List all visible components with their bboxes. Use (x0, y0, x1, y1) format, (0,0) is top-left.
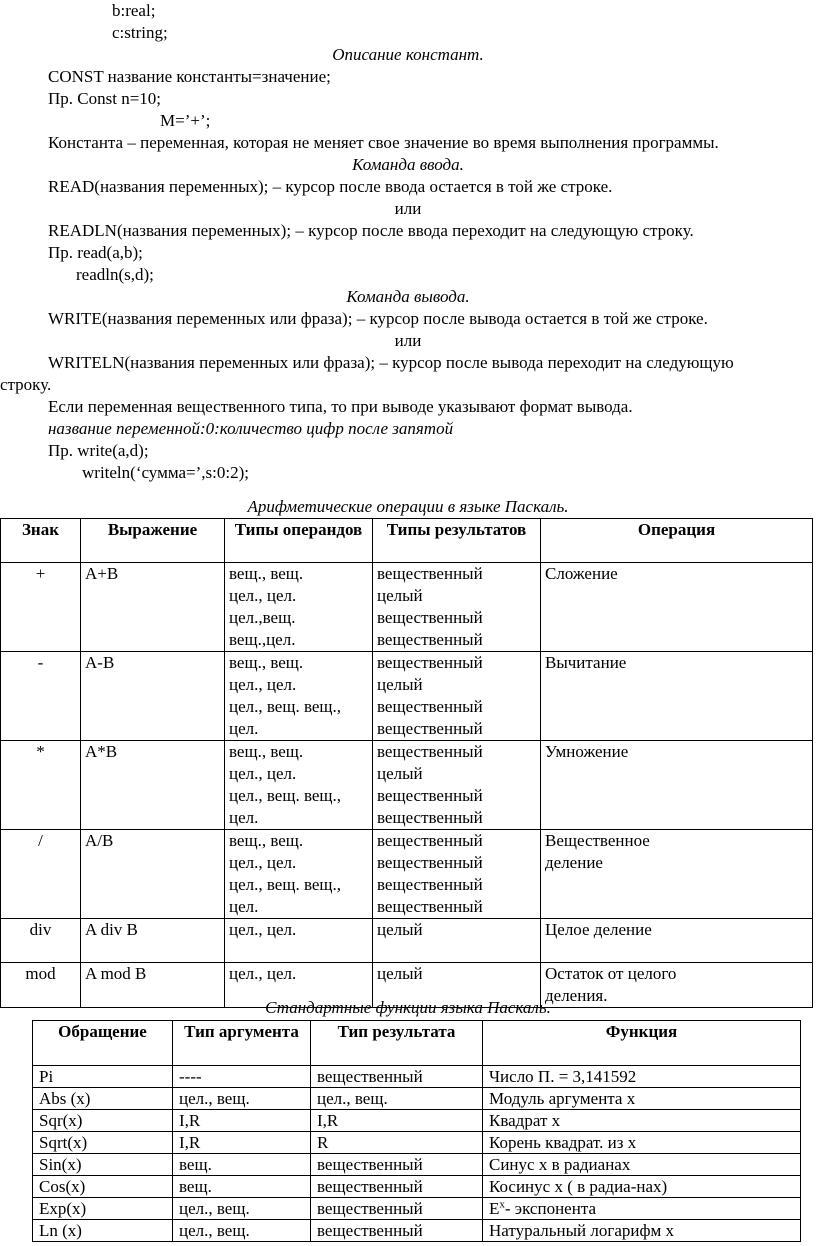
table-row (1, 830, 813, 919)
const-example-1: Пр. Const n=10; (48, 89, 162, 108)
input-heading: Команда ввода. (352, 155, 464, 174)
table-row (33, 1066, 801, 1088)
writeln-description-cont: строку. (0, 375, 52, 394)
cell-result-types: целый (373, 919, 541, 963)
ops-table-caption: Арифметические операции в языке Паскаль. (247, 497, 569, 516)
cell-expression: A div B (81, 919, 225, 963)
cell-sign: / (1, 830, 81, 919)
cell-result-type: R (311, 1132, 483, 1154)
cell-operation: Целое деление (541, 919, 813, 963)
cell-result-types: вещественный целый вещественный вещественный (373, 741, 541, 830)
cell-call: Ln (x) (33, 1220, 173, 1242)
output-or: или (394, 331, 422, 350)
output-heading: Команда вывода. (346, 287, 470, 306)
const-syntax: CONST название константы=значение; (48, 67, 331, 86)
const-heading: Описание констант. (332, 45, 484, 64)
table-row (33, 1110, 801, 1132)
standard-functions-table (32, 1020, 801, 1242)
cell-function: Косинус x ( в радиа-нах) (483, 1176, 801, 1198)
header-arg-type: Тип аргумента (173, 1021, 311, 1066)
table-row (33, 1198, 801, 1220)
cell-result-type: вещественный (311, 1066, 483, 1088)
header-operand-types: Типы операндов (225, 519, 373, 563)
cell-result-type: цел., вещ. (311, 1088, 483, 1110)
cell-operand-types: цел., цел. (225, 919, 373, 963)
cell-operand-types: цел., цел. (225, 963, 373, 1008)
code-line-b: b:real; (112, 1, 156, 20)
cell-result-type: вещественный (311, 1220, 483, 1242)
cell-operand-types: вещ., вещ. цел., цел. цел.,вещ. вещ.,цел. (225, 563, 373, 652)
cell-arg-type: цел., вещ. (173, 1088, 311, 1110)
exp-suffix: - экспонента (504, 1199, 596, 1218)
table-row (33, 1176, 801, 1198)
cell-function: Корень квадрат. из x (483, 1132, 801, 1154)
cell-arg-type: цел., вещ. (173, 1220, 311, 1242)
header-sign: Знак (1, 519, 81, 563)
cell-expression: A-B (81, 652, 225, 741)
table-row (1, 563, 813, 652)
table-row (33, 1132, 801, 1154)
header-function: Функция (483, 1021, 801, 1066)
cell-function (483, 1198, 801, 1220)
format-note: Если переменная вещественного типа, то при выводе указывают формат вывода. (48, 397, 633, 416)
cell-function: Натуральный логарифм x (483, 1220, 801, 1242)
write-description: WRITE(названия переменных или фраза); – курсор после вывода остается в той же строке. (48, 309, 708, 328)
cell-arg-type: цел., вещ. (173, 1198, 311, 1220)
cell-result-type: I,R (311, 1110, 483, 1132)
cell-result-types: вещественный целый вещественный вещественный (373, 563, 541, 652)
exp-base: E (489, 1199, 500, 1218)
const-definition: Константа – переменная, которая не меняет свое значение во время выполнения программы. (48, 133, 719, 152)
cell-call: Pi (33, 1066, 173, 1088)
table-row (1, 919, 813, 963)
cell-sign: + (1, 563, 81, 652)
cell-result-types: целый (373, 963, 541, 1008)
cell-operation: Остаток от целого деления. (541, 963, 813, 1008)
cell-operand-types: вещ., вещ. цел., цел. цел., вещ. вещ., цел. (225, 830, 373, 919)
cell-operation: Вычитание (541, 652, 813, 741)
func-table-caption: Стандартные функции языка Паскаль. (265, 998, 551, 1017)
cell-call: Sqrt(x) (33, 1132, 173, 1154)
arithmetic-operations-table (0, 518, 813, 1008)
cell-function: Число П. = 3,141592 (483, 1066, 801, 1088)
cell-result-type: вещественный (311, 1154, 483, 1176)
input-example-1: Пр. read(a,b); (48, 243, 143, 262)
table-row (33, 1220, 801, 1242)
cell-function: Синус x в радианах (483, 1154, 801, 1176)
output-example-2: writeln(‘сумма=’,s:0:2); (82, 463, 249, 482)
cell-sign: mod (1, 963, 81, 1008)
input-or: или (394, 199, 422, 218)
cell-function: Модуль аргумента x (483, 1088, 801, 1110)
readln-description: READLN(названия переменных); – курсор после ввода переходит на следующую строку. (48, 221, 694, 240)
cell-call: Sqr(x) (33, 1110, 173, 1132)
table-row (33, 1088, 801, 1110)
input-example-2: readln(s,d); (76, 265, 154, 284)
table-row (1, 741, 813, 830)
cell-arg-type: вещ. (173, 1154, 311, 1176)
cell-arg-type: I,R (173, 1110, 311, 1132)
cell-call: Abs (x) (33, 1088, 173, 1110)
writeln-description: WRITELN(названия переменных или фраза); – курсор после вывода переходит на следующую (48, 353, 734, 372)
read-description: READ(названия переменных); – курсор после ввода остается в той же строке. (48, 177, 613, 196)
cell-result-types: вещественный целый вещественный вещественный (373, 652, 541, 741)
const-example-2: M=’+’; (160, 111, 211, 130)
cell-sign: * (1, 741, 81, 830)
cell-result-types: вещественный вещественный вещественный вещественный (373, 830, 541, 919)
cell-arg-type: ---- (173, 1066, 311, 1088)
header-call: Обращение (33, 1021, 173, 1066)
cell-operation: Умножение (541, 741, 813, 830)
cell-function: Квадрат x (483, 1110, 801, 1132)
output-example-1: Пр. write(a,d); (48, 441, 149, 460)
cell-expression: A*B (81, 741, 225, 830)
header-expression: Выражение (81, 519, 225, 563)
code-line-c: c:string; (112, 23, 168, 42)
cell-call: Exp(x) (33, 1198, 173, 1220)
cell-expression: A+B (81, 563, 225, 652)
cell-operation: Сложение (541, 563, 813, 652)
cell-call: Cos(x) (33, 1176, 173, 1198)
cell-result-type: вещественный (311, 1176, 483, 1198)
cell-arg-type: I,R (173, 1132, 311, 1154)
cell-operation: Вещественное деление (541, 830, 813, 919)
cell-result-type: вещественный (311, 1198, 483, 1220)
cell-sign: - (1, 652, 81, 741)
cell-call: Sin(x) (33, 1154, 173, 1176)
cell-sign: div (1, 919, 81, 963)
format-syntax: название переменной:0:количество цифр после запятой (48, 419, 454, 438)
table-row (33, 1154, 801, 1176)
cell-operand-types: вещ., вещ. цел., цел. цел., вещ. вещ., цел. (225, 652, 373, 741)
header-result-types: Типы результатов (373, 519, 541, 563)
cell-expression: A mod B (81, 963, 225, 1008)
cell-expression: A/B (81, 830, 225, 919)
header-operation: Операция (541, 519, 813, 563)
header-result-type: Тип результата (311, 1021, 483, 1066)
cell-operand-types: вещ., вещ. цел., цел. цел., вещ. вещ., цел. (225, 741, 373, 830)
exp-superscript: x (499, 1198, 505, 1211)
cell-arg-type: вещ. (173, 1176, 311, 1198)
table-row (1, 652, 813, 741)
